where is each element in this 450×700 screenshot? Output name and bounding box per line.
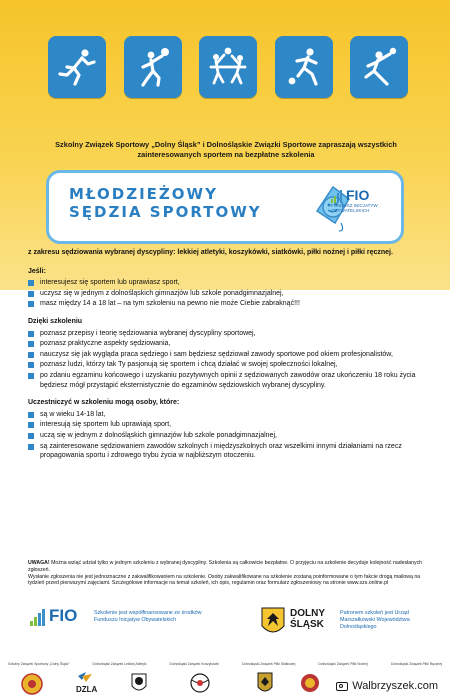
intro-text bbox=[36, 140, 416, 160]
organizer-label: Szkolny Związek Sportowy „Dolny Śląsk” bbox=[8, 662, 70, 666]
runner-icon bbox=[48, 36, 106, 98]
bullet-icon bbox=[28, 422, 34, 428]
dolny-slask-name bbox=[290, 608, 325, 630]
organizers-labels bbox=[8, 662, 442, 666]
bullet-icon bbox=[28, 362, 34, 368]
notice-text-1: Można wziąć udział tylko w jednym szkoleniu z wybranej dyscypliny. Szkolenia są całkowicie bezpłatne. O przyjęciu na szkolenie decyduje kolejność nadesłanych zgłoszeń. bbox=[28, 560, 423, 573]
organizer-logos bbox=[20, 670, 320, 696]
bullet-icon bbox=[28, 291, 34, 297]
bullet-icon bbox=[28, 412, 34, 418]
list-item-text: po zdaniu egzaminu końcowego i uzyskaniu pozytywnych opinii z sędziowanych zawodów oraz ukończeniu 18 roku życia będziesz mógł przystąpić eksternistycznie do egzaminów sędziowskich wybranej dyscypliny. bbox=[40, 371, 416, 389]
list-item-text: uczą się w jednym z dolnośląskich gimnazjów lub szkole ponadgimnazjalnej, bbox=[40, 431, 277, 439]
fio-footer-logo bbox=[30, 606, 84, 646]
patron-text: Patronem szkoleń jest Urząd Marszałkowski Województwa Dolnośląskiego bbox=[340, 610, 410, 630]
list-item-text: poznasz ludzi, którzy tak Ty pasjonują się sportem i chcą działać w swojej społeczności lokalnej, bbox=[40, 361, 338, 369]
dzla-text: DZLA bbox=[76, 685, 98, 694]
banner-title-line-2: SĘDZIA SPORTOWY bbox=[69, 203, 262, 221]
fio-logo-text: FIO bbox=[346, 187, 370, 203]
if-list bbox=[28, 278, 424, 309]
list-item-text: poznasz praktyczne aspekty sędziowania, bbox=[40, 340, 171, 348]
bullet-icon bbox=[28, 331, 34, 337]
intro-line-2: zainteresowanych sportem na bezpłatne szkolenia bbox=[137, 150, 315, 159]
banner-title-line-1: MŁODZIEŻOWY bbox=[69, 185, 218, 203]
list-item bbox=[28, 360, 424, 370]
if-heading: Jeśli: bbox=[28, 267, 46, 275]
szs-crest-icon bbox=[22, 674, 42, 694]
list-item-text: interesują się sportem lub uprawiają sport, bbox=[40, 421, 172, 429]
dzla-logo-icon bbox=[78, 672, 92, 682]
bullet-icon bbox=[28, 373, 34, 379]
list-item-text: są w wieku 14-18 lat, bbox=[40, 410, 106, 418]
list-item bbox=[28, 339, 424, 349]
list-item-text: interesujesz się sportem lub uprawiasz sport, bbox=[40, 279, 180, 287]
dolny-slask-line-1: DOLNY bbox=[290, 608, 325, 619]
football-player-icon bbox=[275, 36, 333, 98]
participants-heading: Uczestniczyć w szkoleniu mogą osoby, które: bbox=[28, 399, 180, 407]
list-item bbox=[28, 420, 424, 430]
notice-text-2: Wysłanie zgłoszenia nie jest jednoznaczne z zakwalifikowaniem na szkolenie. Osoby zakwalifikowane na szkolenie zostaną poinformowane o tym fakcie drogą mailową na tydzień przed pierwszymi zajęciami. Szczegółowe informacje na temat szkoleń, ich opis, regulamin oraz formularz zgłoszeniowy na stronie www.szs.online.pl bbox=[28, 573, 421, 587]
participants-list bbox=[28, 410, 424, 461]
organizer-label: Dolnośląski Związek Piłki Ręcznej bbox=[390, 662, 442, 666]
bullet-icon bbox=[28, 301, 34, 307]
bullet-icon bbox=[28, 341, 34, 347]
fio-logo bbox=[331, 187, 389, 229]
list-item bbox=[28, 329, 424, 339]
football-crest-icon bbox=[258, 673, 272, 691]
banner-title bbox=[69, 185, 262, 221]
partner-logos bbox=[22, 604, 428, 652]
organizers-strip bbox=[0, 662, 450, 700]
main-content bbox=[28, 248, 424, 462]
bullet-icon bbox=[28, 280, 34, 286]
cofinancing-text: Szkolenie jest współfinansowane ze środków Funduszu Inicjatyw Obywatelskich bbox=[94, 610, 202, 623]
list-item-text: nauczysz się jak wygląda praca sędziego i sam będziesz sędziował zawody sportowe pod okiem profesjonalistów, bbox=[40, 350, 393, 358]
basketball-crest-icon bbox=[132, 674, 146, 690]
header-background bbox=[0, 0, 450, 290]
list-item-text: są zainteresowane sędziowaniem zawodów szkolnych i międzyszkolnych oraz wszelkimi innymi działaniami na rzecz propagowania sportu i zdrowego trybu życia w najbliższym otoczeniu. bbox=[40, 442, 402, 460]
list-item bbox=[28, 371, 424, 390]
list-item-text: poznasz przepisy i teorię sędziowania wybranej dyscypliny sportowej, bbox=[40, 329, 256, 337]
bullet-icon bbox=[28, 444, 34, 450]
list-item-text: uczysz się w jednym z dolnośląskich gimnazjów lub szkole ponadgimnazjalnej, bbox=[40, 289, 284, 297]
fio-footer-text: FIO bbox=[49, 606, 78, 625]
watermark bbox=[330, 678, 444, 694]
list-item bbox=[28, 299, 424, 309]
list-item-text: masz między 14 a 18 lat – na tym szkoleniu na pewno nie może Ciebie zabraknąć!!! bbox=[40, 300, 300, 308]
organizer-label: Dolnośląski Związek Koszykówki bbox=[169, 662, 219, 666]
thanks-list bbox=[28, 329, 424, 391]
volleyball-players-icon bbox=[199, 36, 257, 98]
list-item bbox=[28, 431, 424, 441]
list-item bbox=[28, 278, 424, 288]
basketball-player-icon bbox=[124, 36, 182, 98]
thanks-heading: Dzięki szkoleniu bbox=[28, 317, 83, 325]
list-item bbox=[28, 442, 424, 461]
sport-icons-row bbox=[48, 36, 408, 114]
notice-label: UWAGA! bbox=[28, 560, 50, 566]
dolny-slask-line-2: ŚLĄSK bbox=[290, 619, 324, 630]
watermark-text: Walbrzyszek.com bbox=[352, 680, 438, 692]
fio-logo-subtitle: FUNDUSZ INICJATYW OBYWATELSKICH bbox=[331, 203, 378, 213]
title-banner bbox=[46, 170, 404, 244]
lead-text: z zakresu sędziowania wybranej dyscypliny: lekkiej atletyki, koszykówki, siatkówki, piłki nożnej i piłki ręcznej. bbox=[28, 249, 393, 256]
handball-player-icon bbox=[350, 36, 408, 98]
organizer-label: Dolnośląski Związek Piłki Siatkowej bbox=[242, 662, 296, 666]
list-item bbox=[28, 289, 424, 299]
intro-line-1: Szkolny Związek Sportowy „Dolny Śląsk” i Dolnośląskie Związki Sportowe zapraszają wszystkich bbox=[55, 140, 397, 149]
volleyball-crest-icon bbox=[191, 674, 209, 692]
bullet-icon bbox=[28, 433, 34, 439]
list-item bbox=[28, 410, 424, 420]
list-item bbox=[28, 350, 424, 360]
camera-icon bbox=[336, 682, 348, 691]
dolny-slask-eagle-icon bbox=[260, 606, 286, 638]
organizer-label: Dolnośląski Związek Lekkiej Atletyki bbox=[92, 662, 147, 666]
organizer-label: Dolnośląski Związek Piłki Nożnej bbox=[318, 662, 368, 666]
handball-crest-icon bbox=[301, 674, 319, 692]
notice-block bbox=[28, 560, 424, 587]
bullet-icon bbox=[28, 352, 34, 358]
